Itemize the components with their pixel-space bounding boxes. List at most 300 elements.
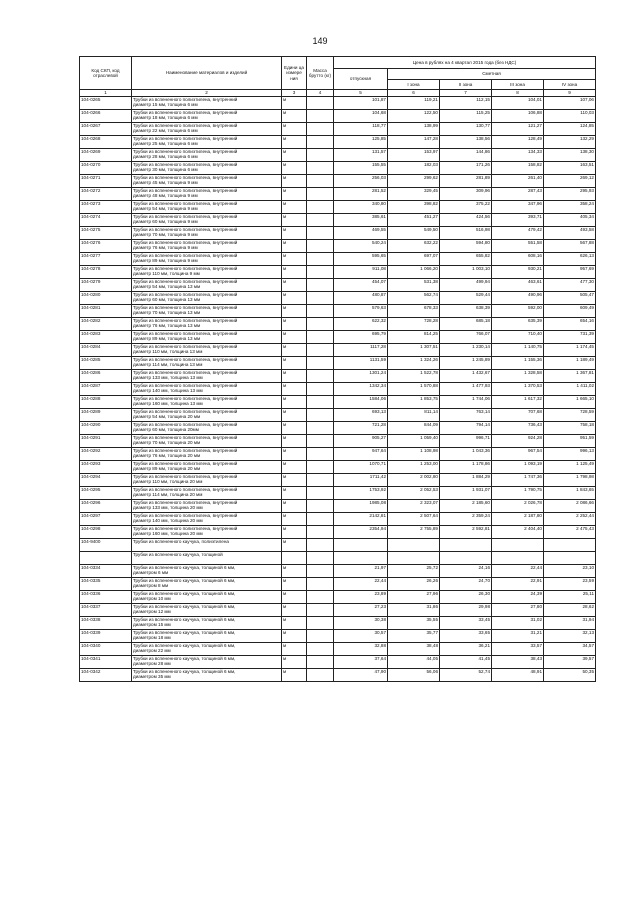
column-number: 5 [334,90,388,97]
price-zone-4: 295,93 [544,188,596,201]
price-release: 32,88 [334,643,388,656]
item-code: 104-0338 [80,617,132,630]
item-code: 104-0293 [80,461,132,474]
item-unit: м [282,175,307,188]
item-name-detail: диаметром 10 мм [133,596,171,602]
table-row [80,474,596,487]
item-mass [307,526,334,539]
item-code: 104-0276 [80,240,132,253]
price-release: 1117,28 [334,344,388,357]
price-zone-1: 562,74 [388,292,440,305]
price-zone-4 [544,539,596,552]
price-zone-1: 1 253,00 [388,461,440,474]
price-zone-1: 632,22 [388,240,440,253]
item-unit: м [282,461,307,474]
price-zone-1: 1 522,78 [388,370,440,383]
price-zone-1: 44,05 [388,656,440,669]
price-release: 125,85 [334,136,388,149]
header-estimate: Сметная [388,69,596,80]
price-zone-3: 48,91 [492,669,544,682]
price-release [334,552,388,565]
item-name-detail: диаметром 35 мм [133,674,171,680]
item-code: 104-0290 [80,422,132,435]
price-zone-2: 516,98 [440,227,492,240]
price-release: 721,28 [334,422,388,435]
item-name-detail: диаметр 110 мм, толщина 20 мм [133,479,203,485]
price-zone-2: 529,44 [440,292,492,305]
item-unit: м [282,604,307,617]
header-mass: Масса брутто (кг) [307,57,334,90]
price-release: 385,61 [334,214,388,227]
column-number: 9 [544,90,596,97]
item-mass [307,630,334,643]
price-zone-4: 28,62 [544,604,596,617]
item-name-line: Трубки из вспененного полиэтилена, внутренний [133,214,238,219]
table-row [80,617,596,630]
table-row [80,487,596,500]
price-release: 1584,06 [334,396,388,409]
item-name-detail: диаметр 28 мм, толщина 6 мм [133,154,198,160]
price-release: 1131,59 [334,357,388,370]
price-release: 695,79 [334,331,388,344]
table-row [80,539,596,552]
header-unit: Едини ца измере ния [282,57,307,90]
price-zone-3: 1 328,58 [492,370,544,383]
price-zone-3: 479,42 [492,227,544,240]
item-name [132,643,282,656]
item-name [132,448,282,461]
price-zone-1: 138,99 [388,123,440,136]
item-name-detail: диаметр 114 мм, толщина 13 мм [133,362,203,368]
table-row [80,136,596,149]
table-row [80,292,596,305]
price-zone-2: 33,45 [440,617,492,630]
price-zone-4: 477,30 [544,279,596,292]
item-mass [307,266,334,279]
item-unit: м [282,123,307,136]
price-zone-1: 147,28 [388,136,440,149]
item-name-line: Трубки из вспененного полиэтилена, внутренний [133,175,238,180]
item-name-line: Трубки из вспененного полиэтилена, внутренний [133,448,238,453]
item-name-line: Трубки из вспененного каучука, толщиной 6 мм, [133,656,236,661]
item-name [132,292,282,305]
price-release: 37,64 [334,656,388,669]
price-zone-3: 592,00 [492,305,544,318]
price-zone-1: 329,45 [388,188,440,201]
price-zone-3: 924,28 [492,435,544,448]
item-name-detail: диаметр 54 мм, толщина 20 мм [133,414,201,420]
table-row [80,97,596,110]
item-unit: м [282,305,307,318]
item-code: 104-0285 [80,357,132,370]
table-row [80,643,596,656]
price-zone-3: 158,82 [492,162,544,175]
item-name [132,240,282,253]
item-code: 104-0268 [80,136,132,149]
item-name [132,266,282,279]
item-code: 104-0335 [80,578,132,591]
price-zone-2: 144,86 [440,149,492,162]
price-zone-1: 1 066,20 [388,266,440,279]
price-zone-3: 134,33 [492,149,544,162]
item-mass [307,279,334,292]
item-name [132,526,282,539]
header-zone-4: IV зона [544,80,596,90]
item-name-line: Трубки из вспененного каучука, толщиной 6 мм, [133,565,236,570]
item-mass [307,396,334,409]
item-name-detail: диаметр 54 мм, толщина 13 мм [133,284,201,290]
item-mass [307,448,334,461]
price-zone-4: 626,13 [544,253,596,266]
item-mass [307,110,334,123]
price-zone-2: 766,07 [440,331,492,344]
price-zone-4: 50,35 [544,669,596,682]
item-name-line: Трубки из вспененного полиэтилена, внутренний [133,279,238,284]
item-code: 104-0267 [80,123,132,136]
item-unit: м [282,526,307,539]
price-zone-3: 27,80 [492,604,544,617]
price-zone-2: 138,56 [440,136,492,149]
item-unit: м [282,357,307,370]
price-zone-2: 375,22 [440,201,492,214]
item-name [132,383,282,396]
price-zone-3: 1 617,32 [492,396,544,409]
item-code: 104-0288 [80,396,132,409]
price-release: 454,07 [334,279,388,292]
item-mass [307,617,334,630]
price-zone-1: 697,07 [388,253,440,266]
item-name-detail: диаметр 60 мм, толщина 20мм [133,427,199,433]
price-release: 30,38 [334,617,388,630]
price-zone-4: 609,49 [544,305,596,318]
price-zone-1: 2 002,80 [388,474,440,487]
item-name-detail: диаметр 60 мм, толщина 9 мм [133,219,198,225]
item-name [132,578,282,591]
item-name-line: Трубки из вспененного полиэтилена, внутренний [133,409,238,414]
item-unit: м [282,578,307,591]
item-name-detail: диаметр 133 мм, толщина 20 мм [133,505,203,511]
price-release: 281,52 [334,188,388,201]
item-name-line: Трубки из вспененного полиэтилена, внутренний [133,292,238,297]
item-name-line: Трубки из вспененного полиэтилена, внутренний [133,500,238,505]
item-code: 104-0341 [80,656,132,669]
price-zone-4: 39,57 [544,656,596,669]
item-name-line: Трубки из вспененного полиэтилена, внутренний [133,474,238,479]
price-zone-3: 736,43 [492,422,544,435]
item-name-line: Трубки из вспененного полиэтилена, внутренний [133,136,238,141]
item-code: 104-0294 [80,474,132,487]
item-name-detail: диаметр 89 мм, толщина 13 мм [133,336,201,342]
price-zone-3: 1 370,53 [492,383,544,396]
item-name [132,318,282,331]
item-name-line: Трубки из вспененного полиэтилена, внутренний [133,318,238,323]
item-mass [307,591,334,604]
item-code: 104-0340 [80,643,132,656]
item-unit: м [282,643,307,656]
price-zone-1: 56,06 [388,669,440,682]
item-name [132,539,282,552]
price-zone-3: 2 026,78 [492,500,544,513]
item-name-detail: диаметр 114 мм, толщина 20 мм [133,492,203,498]
item-name [132,305,282,318]
item-mass [307,565,334,578]
item-unit: м [282,318,307,331]
price-zone-2: 33,65 [440,630,492,643]
price-zone-1: 38,48 [388,643,440,656]
table-row [80,162,596,175]
item-unit: м [282,474,307,487]
price-zone-2: 52,74 [440,669,492,682]
item-code: 104-0271 [80,175,132,188]
item-name-line: Трубки из вспененного полиэтилена, внутренний [133,97,238,102]
item-name [132,279,282,292]
item-name [132,201,282,214]
item-name-line: Трубки из вспененного полиэтилена, внутренний [133,370,238,375]
item-unit [282,552,307,565]
table-row [80,357,596,370]
item-name-detail: диаметр 110 мм, толщина 9 мм [133,271,200,277]
item-name [132,331,282,344]
item-code: 104-0295 [80,487,132,500]
price-zone-3: 106,88 [492,110,544,123]
item-name [132,162,282,175]
item-unit: м [282,201,307,214]
item-unit: м [282,617,307,630]
item-name-detail: диаметр 76 мм, толщина 9 мм [133,245,198,251]
price-zone-1: 26,26 [388,578,440,591]
item-mass [307,539,334,552]
item-name [132,253,282,266]
item-unit: м [282,240,307,253]
item-name-detail: диаметр 76 мм, толщина 13 мм [133,323,201,329]
item-name-line: Трубки из вспененного полиэтилена, внутренний [133,344,238,349]
column-number-row [80,90,596,97]
item-mass [307,370,334,383]
price-zone-3: 104,01 [492,97,544,110]
price-zone-4: 2 475,43 [544,526,596,539]
price-zone-2: 424,56 [440,214,492,227]
price-zone-2: 763,14 [440,409,492,422]
price-zone-1: 728,28 [388,318,440,331]
price-zone-1: 122,50 [388,110,440,123]
item-name-line: Трубки из вспененного полиэтилена, внутренний [133,331,238,336]
price-zone-1: 182,03 [388,162,440,175]
item-code: 104-0291 [80,435,132,448]
item-unit: м [282,500,307,513]
item-mass [307,305,334,318]
price-zone-4: 957,69 [544,266,596,279]
price-zone-1: 299,62 [388,175,440,188]
price-zone-1: 1 307,51 [388,344,440,357]
item-name-detail: диаметр 140 мм, толщина 13 мм [133,388,203,394]
item-unit: м [282,409,307,422]
header-zone-1: I зона [388,80,440,90]
price-zone-3: 551,58 [492,240,544,253]
price-zone-2: 41,45 [440,656,492,669]
price-zone-3: 707,68 [492,409,544,422]
item-unit: м [282,227,307,240]
header-name: Наименование материалов и изделий [132,57,282,90]
price-release: 21,97 [334,565,388,578]
item-unit: м [282,539,307,552]
item-unit: м [282,435,307,448]
item-name-line: Трубки из вспененного каучука, толщиной 6 мм, [133,578,236,583]
price-release: 469,55 [334,227,388,240]
price-zone-3: 710,40 [492,331,544,344]
table-row [80,591,596,604]
price-zone-2: 29,98 [440,604,492,617]
item-unit: м [282,188,307,201]
price-zone-4: 138,30 [544,149,596,162]
table-row [80,240,596,253]
item-name-line: Трубки из вспененного полиэтилена, внутренний [133,201,238,206]
price-release: 22,44 [334,578,388,591]
price-zone-4: 493,58 [544,227,596,240]
item-name-line: Трубки из вспененного полиэтилена, внутренний [133,383,238,388]
table-row [80,500,596,513]
item-name-line: Трубки из вспененного полиэтилена, внутренний [133,253,238,258]
price-zone-4: 1 798,98 [544,474,596,487]
item-name-detail: диаметр 48 мм, толщина 9 мм [133,193,198,199]
item-name [132,97,282,110]
item-name [132,565,282,578]
item-name-line: Трубки из вспененного полиэтилена, внутренний [133,435,238,440]
item-mass [307,409,334,422]
price-zone-3: 1 093,19 [492,461,544,474]
price-zone-2: 996,71 [440,435,492,448]
price-release: 1070,71 [334,461,388,474]
item-name-line: Трубки из вспененного полиэтилена, внутренний [133,162,238,167]
price-zone-2: 499,94 [440,279,492,292]
price-zone-3: 1 747,36 [492,474,544,487]
price-zone-3: 490,96 [492,292,544,305]
table-row [80,318,596,331]
price-zone-1: 2 755,89 [388,526,440,539]
item-name [132,630,282,643]
item-unit: м [282,149,307,162]
item-mass [307,552,334,565]
item-code: 104-0275 [80,227,132,240]
item-name-line: Трубки из вспененного каучука, толщиной 6 мм, [133,617,236,622]
item-name [132,669,282,682]
price-zone-3: 31,21 [492,630,544,643]
item-code: 104-0342 [80,669,132,682]
item-unit: м [282,331,307,344]
price-zone-1: 27,96 [388,591,440,604]
price-zone-2: 1 003,10 [440,266,492,279]
price-zone-3: 608,16 [492,253,544,266]
table-row [80,461,596,474]
item-unit: м [282,565,307,578]
price-zone-3: 31,02 [492,617,544,630]
item-name [132,396,282,409]
price-release: 256,03 [334,175,388,188]
table-row [80,513,596,526]
item-mass [307,188,334,201]
item-name [132,461,282,474]
price-release: 47,90 [334,669,388,682]
price-zone-4: 110,03 [544,110,596,123]
price-zone-2: 281,89 [440,175,492,188]
price-release: 540,24 [334,240,388,253]
item-code: 104-0282 [80,318,132,331]
price-zone-3: 393,71 [492,214,544,227]
item-mass [307,227,334,240]
item-code: 104-0286 [80,370,132,383]
price-zone-4: 567,88 [544,240,596,253]
price-zone-2: 2 359,24 [440,513,492,526]
item-code: 104-9400 [80,539,132,552]
price-zone-1: 844,09 [388,422,440,435]
item-mass [307,604,334,617]
item-mass [307,461,334,474]
table-row [80,188,596,201]
item-code: 104-0296 [80,500,132,513]
price-zone-4: 1 125,49 [544,461,596,474]
item-name-detail: диаметр 70 мм, толщина 20 мм [133,440,201,446]
item-name-detail: диаметр 76 мм, толщина 20 мм [133,453,201,459]
item-unit: м [282,279,307,292]
item-unit: м [282,162,307,175]
item-name-line: Трубки из вспененного каучука, толщиной [133,552,223,557]
item-name-detail: диаметр 22 мм, толщина 6 мм [133,128,198,134]
table-row [80,279,596,292]
item-code: 104-0284 [80,344,132,357]
item-name [132,136,282,149]
item-name-line: Трубки из вспененного полиэтилена, внутренний [133,149,238,154]
item-mass [307,331,334,344]
item-name-line: Трубки из вспененного каучука, толщиной 6 мм, [133,591,236,596]
price-zone-1: 2 323,07 [388,500,440,513]
item-name-detail: диаметром 18 мм [133,635,171,641]
item-code: 104-0277 [80,253,132,266]
item-name-line: Трубки из вспененного полиэтилена, внутренний [133,240,238,245]
table-row [80,435,596,448]
price-release: 155,55 [334,162,388,175]
item-name-detail: диаметром 6 мм [133,570,169,576]
item-mass [307,240,334,253]
item-name-detail: диаметром 12 мм [133,609,171,615]
price-zone-2: 685,18 [440,318,492,331]
item-name [132,175,282,188]
item-name-line: Трубки из вспененного каучука, толщиной 6 мм, [133,643,236,648]
price-zone-2: 24,70 [440,578,492,591]
price-zone-3: 287,43 [492,188,544,201]
price-zone-4 [544,552,596,565]
item-name-line: Трубки из вспененного полиэтилена, внутренний [133,461,238,466]
price-zone-4: 132,29 [544,136,596,149]
price-release: 2354,94 [334,526,388,539]
price-release [334,539,388,552]
item-name [132,487,282,500]
item-name [132,422,282,435]
item-code: 104-0270 [80,162,132,175]
item-name [132,214,282,227]
price-release: 27,23 [334,604,388,617]
table-row [80,305,596,318]
price-zone-2: 24,16 [440,565,492,578]
item-code: 104-0280 [80,292,132,305]
price-release: 30,57 [334,630,388,643]
price-zone-1: 35,55 [388,617,440,630]
item-unit: м [282,344,307,357]
column-number: 3 [282,90,307,97]
price-zone-4: 2 086,66 [544,500,596,513]
price-zone-2: 594,80 [440,240,492,253]
column-number: 2 [132,90,282,97]
table-row [80,422,596,435]
price-release: 595,65 [334,253,388,266]
